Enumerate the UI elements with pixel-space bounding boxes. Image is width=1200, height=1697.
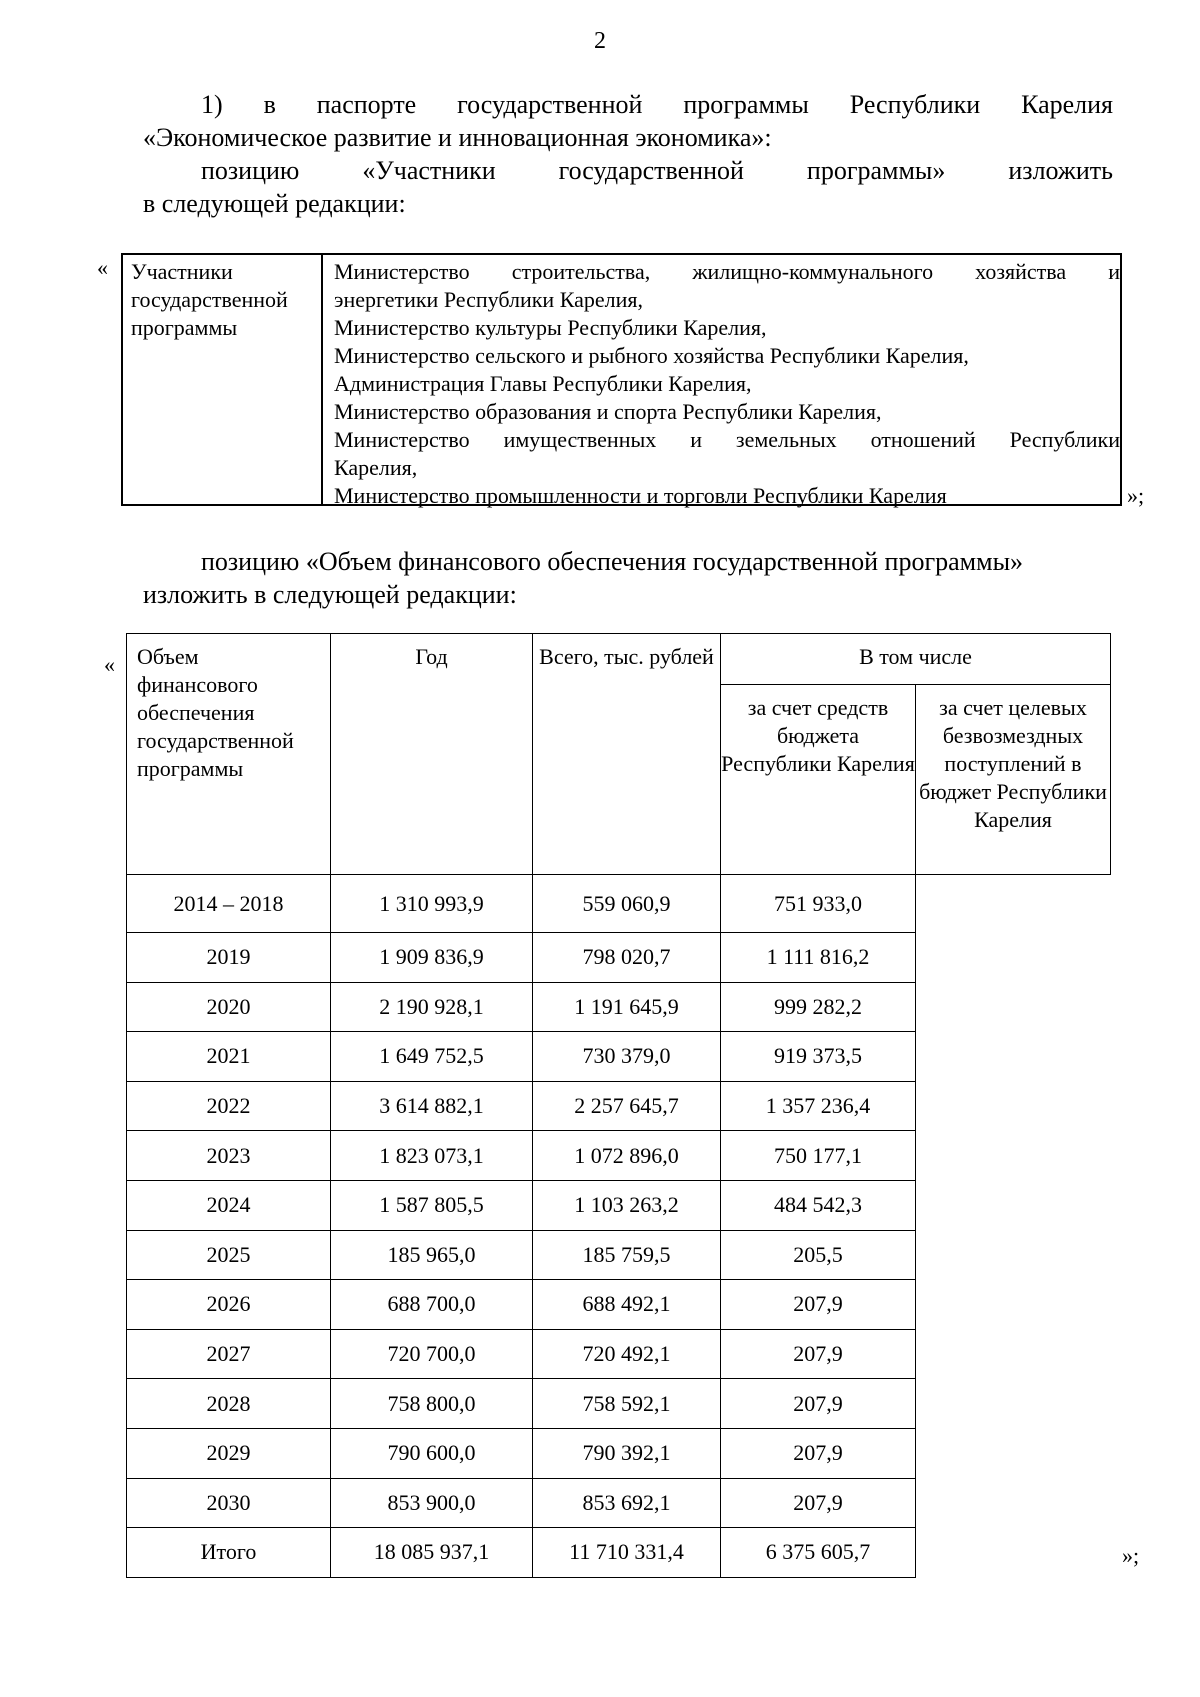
cell-year: 2024 <box>127 1180 331 1230</box>
page-number: 2 <box>594 28 606 54</box>
cell-budget: 559 060,9 <box>533 875 721 933</box>
cell-budget: 798 020,7 <box>533 933 721 983</box>
cell-budget: 11 710 331,4 <box>533 1528 721 1578</box>
table-row <box>127 1428 1111 1478</box>
table-row <box>127 1131 1111 1181</box>
table-row <box>127 1180 1111 1230</box>
cell-year: 2023 <box>127 1131 331 1181</box>
cell-total: 1 649 752,5 <box>331 1032 533 1082</box>
participant-line: Министерство имущественных и земельных отношений Республики <box>334 427 1120 452</box>
cell-budget: 853 692,1 <box>533 1478 721 1528</box>
table-row <box>127 982 1111 1032</box>
participant-line: Министерство культуры Республики Карелия, <box>334 315 767 340</box>
finance-table <box>126 633 1111 1578</box>
cell-budget: 2 257 645,7 <box>533 1081 721 1131</box>
cell-targeted: 999 282,2 <box>721 982 916 1032</box>
cell-total: 3 614 882,1 <box>331 1081 533 1131</box>
cell-year: 2028 <box>127 1379 331 1429</box>
cell-total: 1 823 073,1 <box>331 1131 533 1181</box>
cell-targeted: 205,5 <box>721 1230 916 1280</box>
cell-year: 2020 <box>127 982 331 1032</box>
participant-line: Министерство промышленности и торговли Республики Карелия <box>334 483 947 508</box>
cell-targeted: 207,9 <box>721 1280 916 1330</box>
intro-line-3: позицию «Участники государственной программы» изложить <box>201 156 1113 185</box>
cell-budget: 730 379,0 <box>533 1032 721 1082</box>
cell-targeted: 484 542,3 <box>721 1180 916 1230</box>
cell-total: 720 700,0 <box>331 1329 533 1379</box>
cell-year: 2026 <box>127 1280 331 1330</box>
cell-budget: 720 492,1 <box>533 1329 721 1379</box>
cell-targeted: 919 373,5 <box>721 1032 916 1082</box>
cell-targeted: 1 357 236,4 <box>721 1081 916 1131</box>
cell-budget: 790 392,1 <box>533 1428 721 1478</box>
cell-budget: 185 759,5 <box>533 1230 721 1280</box>
cell-budget: 1 072 896,0 <box>533 1131 721 1181</box>
header-targeted: за счет целевых безвозмездных поступлений в бюджет Республики Карелия <box>916 685 1111 875</box>
cell-total: 790 600,0 <box>331 1428 533 1478</box>
finance-open-quote: « <box>104 652 115 677</box>
table-row <box>127 1280 1111 1330</box>
cell-total: 758 800,0 <box>331 1379 533 1429</box>
participant-line: Министерство образования и спорта Республики Карелия, <box>334 399 882 424</box>
cell-year: 2014 – 2018 <box>127 875 331 933</box>
table-row <box>127 1081 1111 1131</box>
cell-year: 2021 <box>127 1032 331 1082</box>
intro-line-2: «Экономическое развитие и инновационная экономика»: <box>143 123 772 152</box>
participant-line: Министерство строительства, жилищно-коммунального хозяйства и <box>334 259 1120 284</box>
participants-open-quote: « <box>97 255 108 280</box>
cell-targeted: 6 375 605,7 <box>721 1528 916 1578</box>
table-row <box>127 1478 1111 1528</box>
intro-line-1: 1) в паспорте государственной программы Республики Карелия <box>201 90 1113 119</box>
intro-line-4: в следующей редакции: <box>143 189 406 218</box>
finance-intro-line-2: изложить в следующей редакции: <box>143 580 517 609</box>
cell-total: 1 587 805,5 <box>331 1180 533 1230</box>
cell-targeted: 1 111 816,2 <box>721 933 916 983</box>
cell-total: 185 965,0 <box>331 1230 533 1280</box>
table-row <box>127 1528 1111 1578</box>
cell-year: 2022 <box>127 1081 331 1131</box>
table-row <box>127 1329 1111 1379</box>
header-budget: за счет средств бюджета Республики Карелия <box>721 685 916 875</box>
header-year: Год <box>331 634 533 875</box>
cell-targeted: 207,9 <box>721 1329 916 1379</box>
cell-total: 18 085 937,1 <box>331 1528 533 1578</box>
cell-targeted: 207,9 <box>721 1478 916 1528</box>
cell-year: 2025 <box>127 1230 331 1280</box>
table-row <box>127 1032 1111 1082</box>
table-row <box>127 1379 1111 1429</box>
cell-year: 2029 <box>127 1428 331 1478</box>
table-row <box>127 875 1111 933</box>
cell-budget: 688 492,1 <box>533 1280 721 1330</box>
cell-year: 2019 <box>127 933 331 983</box>
cell-budget: 1 103 263,2 <box>533 1180 721 1230</box>
participants-label: Участники государственной программы <box>123 255 323 504</box>
cell-budget: 758 592,1 <box>533 1379 721 1429</box>
participant-line: Министерство сельского и рыбного хозяйства Республики Карелия, <box>334 343 969 368</box>
participants-list <box>323 255 1120 508</box>
table-row <box>127 1230 1111 1280</box>
cell-total: 853 900,0 <box>331 1478 533 1528</box>
header-including: В том числе <box>721 634 1111 685</box>
cell-year: 2030 <box>127 1478 331 1528</box>
participant-line: энергетики Республики Карелия, <box>334 287 643 312</box>
cell-total: 1 909 836,9 <box>331 933 533 983</box>
cell-targeted: 207,9 <box>721 1428 916 1478</box>
cell-targeted: 750 177,1 <box>721 1131 916 1181</box>
cell-total: 688 700,0 <box>331 1280 533 1330</box>
participant-line: Администрация Главы Республики Карелия, <box>334 371 752 396</box>
finance-close-quote: »; <box>1122 1543 1140 1568</box>
cell-total: 2 190 928,1 <box>331 982 533 1032</box>
finance-intro-line-1: позицию «Объем финансового обеспечения государственной программы» <box>201 547 1024 576</box>
cell-targeted: 207,9 <box>721 1379 916 1429</box>
table-row <box>127 933 1111 983</box>
participant-line: Карелия, <box>334 455 418 480</box>
cell-year: 2027 <box>127 1329 331 1379</box>
cell-targeted: 751 933,0 <box>721 875 916 933</box>
participants-table <box>121 253 1122 506</box>
header-total: Всего, тыс. рублей <box>533 634 721 875</box>
cell-year: Итого <box>127 1528 331 1578</box>
participants-close-quote: »; <box>1127 483 1145 508</box>
cell-total: 1 310 993,9 <box>331 875 533 933</box>
cell-budget: 1 191 645,9 <box>533 982 721 1032</box>
finance-label: Объем финансового обеспечения государственной программы <box>127 634 331 875</box>
